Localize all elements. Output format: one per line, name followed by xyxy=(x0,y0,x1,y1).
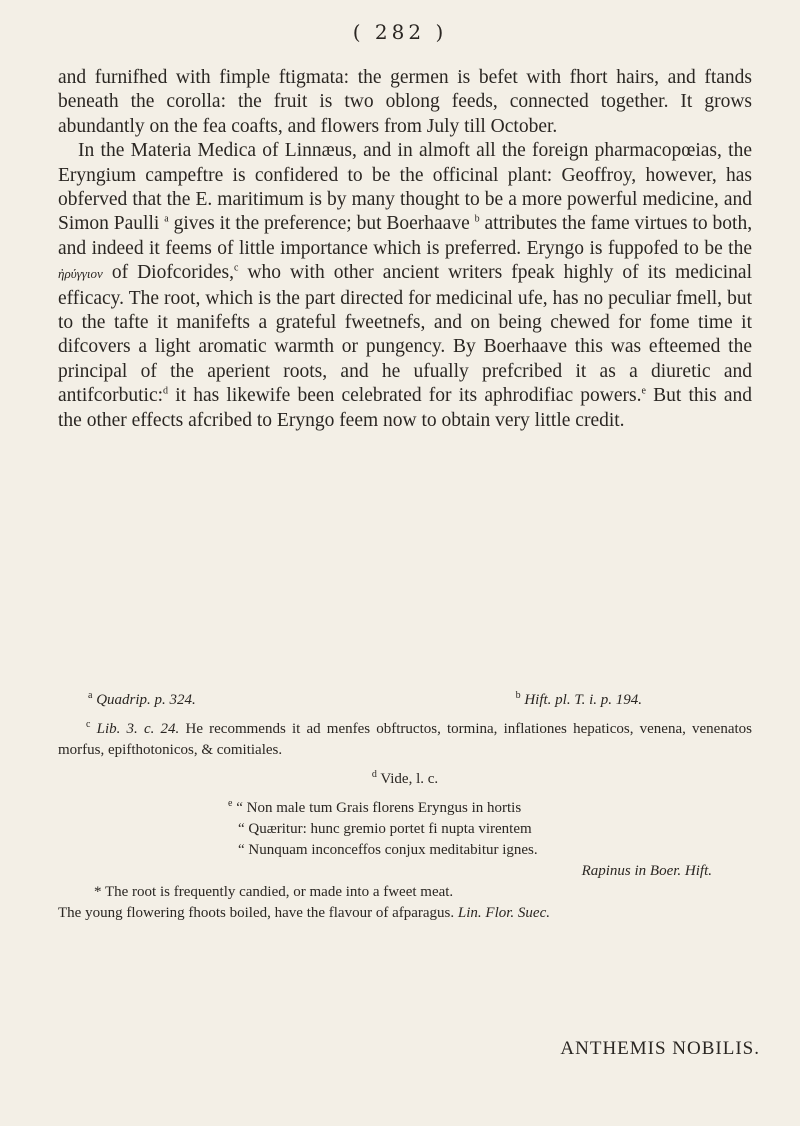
paragraph-2-part-b: gives it the preference; but Boerhaave xyxy=(173,213,470,235)
footnote-star-ref: Lin. Flor. Suec. xyxy=(457,905,550,921)
poem-line-3: “ Nunquam inconceffos conjux meditabitur ignes. xyxy=(238,842,538,858)
footnote-d xyxy=(58,769,752,790)
greek-word: ἠρύγγιον xyxy=(58,266,103,282)
paragraph-2-part-d: of Diofcorides, xyxy=(111,262,234,284)
footnote-c-mark: c xyxy=(86,719,91,730)
poem-line-1 xyxy=(228,798,752,819)
poem-attribution: Rapinus in Boer. Hift. xyxy=(581,863,712,879)
footnote-c xyxy=(58,719,752,761)
footnote-star-text-2: The young flowering fhoots boiled, have the flavour of afparagus. xyxy=(58,905,455,921)
main-text xyxy=(58,66,752,433)
footnote-star xyxy=(58,882,752,903)
footnote-d-text: Vide, l. c. xyxy=(380,771,439,787)
footnote-star-text: The root is frequently candied, or made into a fweet meat. xyxy=(104,884,454,900)
paragraph-2-part-e: who with other ancient writers fpeak highly of its medicinal efficacy. The root, which is the part directed for medicinal ufe, has no peculiar fmell, but to the tafte it manifefts a grateful fweetnefs, and on being chewed for fome time it difcovers a light aromatic warmth or pungency. By Boerhaave this was efteemed the principal of the aperient roots, and he ufually prefcribed it as a diuretic and antifcorbutic: xyxy=(58,262,752,407)
footnote-mark-d: d xyxy=(163,385,169,397)
footnote-a-text: Quadrip. p. 324. xyxy=(96,692,196,708)
footnote-d-mark: d xyxy=(371,769,377,780)
footnote-mark-a: a xyxy=(164,213,169,225)
footnote-mark-b: b xyxy=(474,213,480,225)
footnote-b xyxy=(516,690,642,711)
footnote-c-ref: Lib. 3. c. 24. xyxy=(96,721,180,737)
footnote-star-mark: * xyxy=(94,884,102,900)
poem-line-2: “ Quæritur: hunc gremio portet fi nupta virentem xyxy=(238,821,532,837)
footnote-e-mark: e xyxy=(228,798,233,809)
footnote-e-poem xyxy=(228,798,752,861)
footnote-a xyxy=(88,690,196,711)
footnote-mark-c: c xyxy=(234,262,239,274)
catchword: ANTHEMIS NOBILIS. xyxy=(560,1038,760,1059)
paragraph-2-part-c: attributes the fame virtues to both, and indeed it feems of little importance which is preferred. Eryngo is fuppofed to be the xyxy=(58,213,753,259)
footnote-star-continued xyxy=(58,903,752,924)
paragraph-2-part-g: But this and the other effects afcribed to Eryngo feem now to obtain very little credit. xyxy=(58,385,752,431)
footnote-c-text: He recommends it ad menfes obftructos, tormina, inflationes hepaticos, venena, venenatos morfus, epifthotonicos, & comitiales. xyxy=(58,721,753,758)
footnotes xyxy=(58,690,752,924)
paragraph-2 xyxy=(58,139,752,433)
footnote-b-mark: b xyxy=(515,690,521,701)
paragraph-2-part-f: it has likewife been celebrated for its aphrodifiac powers. xyxy=(175,385,642,407)
paragraph-1: and furnifhed with fimple ftigmata: the germen is befet with fhort hairs, and ftands beneath the corolla: the fruit is two oblong feeds, connected together. It grows abundantly on the fea coafts, and flowers from July till October. xyxy=(58,67,752,137)
footnote-b-text: Hift. pl. T. i. p. 194. xyxy=(524,692,642,708)
footnote-a-mark: a xyxy=(88,690,93,701)
page-number: ( 282 ) xyxy=(352,20,448,44)
footnote-mark-e: e xyxy=(641,385,646,397)
poem-line-1-text: “ Non male tum Grais florens Eryngus in hortis xyxy=(236,800,522,816)
paragraph-2-part-a: In the Materia Medica of Linnæus, and in almoft all the foreign pharmacopœias, the Eryngium campeftre is confidered to be the officinal plant: Geoffroy, however, has obferved that the E. maritimum is by many thought to be a more powerful medicine, and Simon Paulli xyxy=(58,140,752,235)
footnote-row-ab xyxy=(58,690,752,711)
